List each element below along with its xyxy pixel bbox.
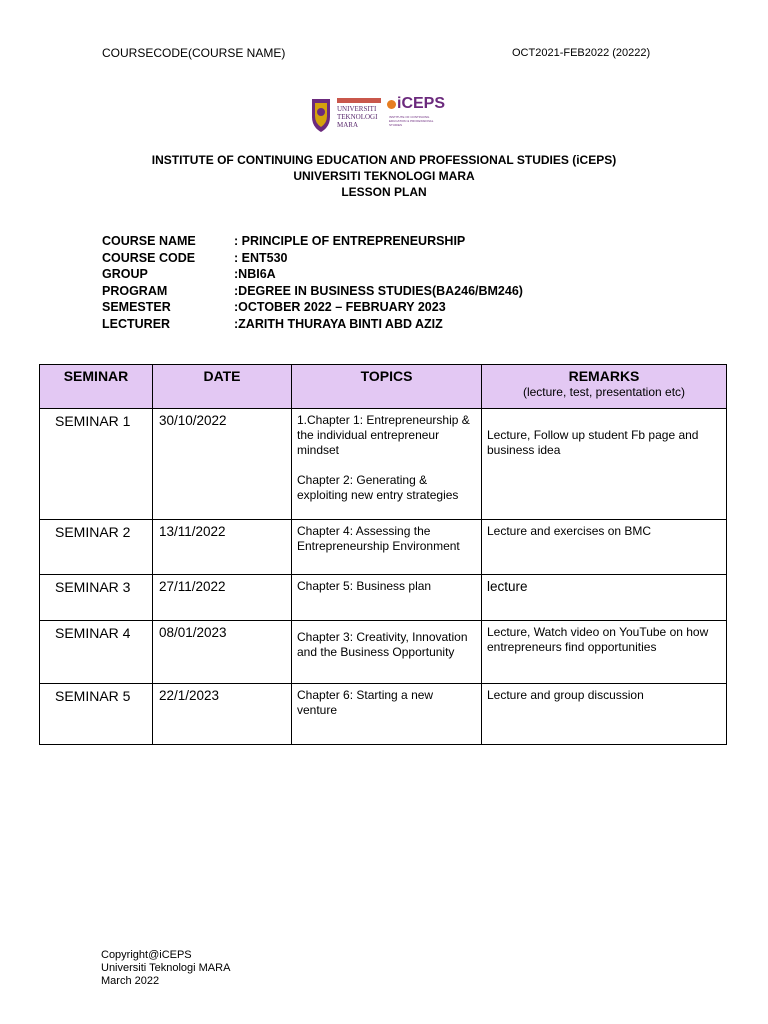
lesson-plan-table (39, 364, 727, 745)
remarks-cell: Lecture, Follow up student Fb page and business idea (487, 428, 699, 457)
header-date: DATE (153, 365, 292, 409)
info-value: :ZARITH THURAYA BINTI ABD AZIZ (234, 316, 443, 331)
footer (101, 949, 230, 988)
info-key: SEMESTER (102, 300, 171, 314)
course-code-header: COURSECODE(COURSE NAME) (102, 46, 286, 60)
info-key: COURSE NAME (102, 234, 196, 248)
uitm-line3: MARA (337, 121, 359, 129)
info-key: PROGRAM (102, 283, 168, 298)
table-row (40, 409, 727, 520)
topics-cell: Chapter 3: Creativity, Innovation and the Business Opportunity (297, 630, 468, 659)
header-remarks-label: REMARKS (568, 368, 640, 384)
uitm-line2: TEKNOLOGI (337, 113, 378, 121)
topics-cell: Chapter 6: Starting a new venture (297, 688, 434, 717)
info-value: : PRINCIPLE OF ENTREPRENEURSHIP (234, 234, 466, 248)
document-title (0, 152, 768, 200)
iceps-logo-text: iCEPS (397, 95, 446, 112)
table-row (40, 575, 727, 621)
topics-cell: Chapter 4: Assessing the Entrepreneurship Environment (297, 524, 460, 553)
seminar-cell: SEMINAR 5 (55, 688, 131, 704)
table-header-row (40, 365, 727, 409)
date-cell: 30/10/2022 (159, 413, 227, 428)
course-info (102, 233, 523, 332)
footer-university: Universiti Teknologi MARA (101, 962, 231, 974)
date-cell: 13/11/2022 (159, 524, 226, 539)
seminar-cell: SEMINAR 4 (55, 625, 131, 641)
table-row (40, 684, 727, 745)
info-key: LECTURER (102, 316, 171, 331)
title-line2: UNIVERSITI TEKNOLOGI MARA (293, 169, 475, 183)
info-key: COURSE CODE (102, 250, 196, 265)
header-seminar: SEMINAR (40, 365, 153, 409)
remarks-cell: lecture (487, 579, 528, 594)
remarks-cell: Lecture and group discussion (487, 688, 644, 702)
table-row (40, 621, 727, 684)
topics-cell: Chapter 5: Business plan (297, 579, 432, 593)
info-value: :OCTOBER 2022 – FEBRUARY 2023 (234, 300, 446, 314)
footer-copyright: Copyright@iCEPS (101, 949, 192, 961)
iceps-logo-icon (387, 100, 396, 109)
topic-b: Chapter 2: Generating & exploiting new entry strategies (297, 473, 459, 502)
session-header: OCT2021-FEB2022 (20222) (512, 47, 651, 59)
seminar-cell: SEMINAR 2 (55, 524, 131, 540)
date-cell: 27/11/2022 (159, 579, 226, 594)
remarks-cell: Lecture, Watch video on YouTube on how entrepreneurs find opportunities (487, 625, 709, 654)
date-cell: 22/1/2023 (159, 688, 220, 703)
info-key: GROUP (102, 267, 148, 281)
uitm-line1: UNIVERSITI (337, 105, 377, 113)
header-topics: TOPICS (292, 365, 482, 409)
footer-date: March 2022 (101, 975, 160, 987)
header-remarks (482, 365, 727, 409)
seminar-cell: SEMINAR 1 (55, 413, 131, 429)
info-value: :NBI6A (234, 267, 276, 281)
topic-a: 1.Chapter 1: Entrepreneurship & the individual entrepreneur mindset (297, 413, 470, 457)
logos (309, 95, 449, 135)
iceps-subtitle: INSTITUTE OF CONTINUING EDUCATION & PROFESSIONAL STUDIES (389, 115, 434, 127)
header-remarks-sub: (lecture, test, presentation etc) (522, 385, 686, 399)
info-value: : ENT530 (234, 250, 288, 265)
remarks-cell: Lecture and exercises on BMC (487, 524, 652, 538)
title-line1: INSTITUTE OF CONTINUING EDUCATION AND PROFESSIONAL STUDIES (iCEPS) (151, 153, 617, 167)
info-value: :DEGREE IN BUSINESS STUDIES(BA246/BM246) (234, 283, 523, 298)
seminar-cell: SEMINAR 3 (55, 579, 131, 595)
title-line3: LESSON PLAN (341, 185, 427, 199)
date-cell: 08/01/2023 (159, 625, 227, 640)
table-row (40, 520, 727, 575)
topics-cell (292, 409, 481, 503)
